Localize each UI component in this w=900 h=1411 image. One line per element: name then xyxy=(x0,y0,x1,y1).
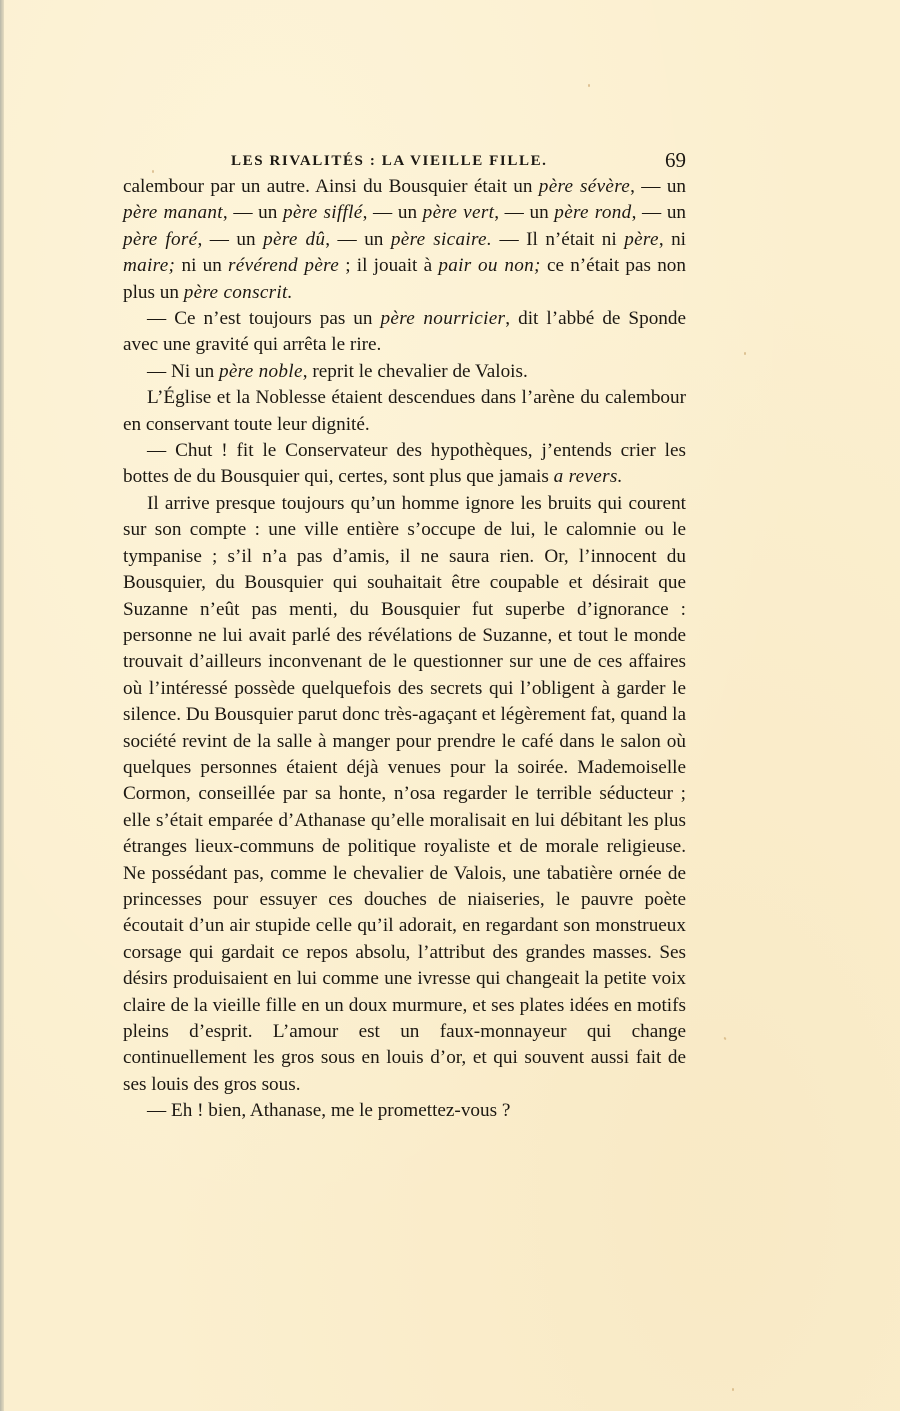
text-run: — Eh ! bien, Athanase, me le promettez-vous ? xyxy=(147,1100,511,1122)
paragraph xyxy=(123,306,686,359)
text-run: — Il n’était ni xyxy=(491,228,625,250)
body-text xyxy=(123,174,686,1125)
italic-text: père noble xyxy=(218,360,303,382)
text-run: , — un xyxy=(222,202,283,224)
page-edge xyxy=(0,0,4,1411)
italic-text: père sicaire. xyxy=(390,228,492,250)
text-run: , — un xyxy=(325,228,391,250)
paper-speck xyxy=(744,352,746,355)
text-run: ; il jouait à xyxy=(339,255,439,277)
italic-text: père nourricier xyxy=(380,308,506,330)
italic-text: père manant xyxy=(123,202,223,224)
text-run: — Chut ! fit le Conservateur des hypothèques, j’entends crier les bottes de du Bousquier qui, certes, sont plus que jamais xyxy=(123,440,686,488)
text-run: , reprit le chevalier de Valois. xyxy=(302,360,528,382)
italic-text: père sévère xyxy=(538,176,631,197)
text-run: , ni xyxy=(658,228,687,250)
text-run: — Ce n’est toujours pas un xyxy=(147,308,381,330)
running-title: LES RIVALITÉS : LA VIEILLE FILLE. xyxy=(231,153,548,169)
paragraph xyxy=(123,1098,686,1124)
text-run: calembour par un autre. Ainsi du Bousquier était un xyxy=(123,176,539,197)
italic-text: père xyxy=(624,228,659,250)
text-run: L’Église et la Noblesse étaient descendues dans l’arène du calembour en conservant toute leur dignité. xyxy=(123,387,686,435)
italic-text: pair ou non; xyxy=(438,255,541,277)
italic-text: a revers. xyxy=(553,466,623,488)
italic-text: maire; xyxy=(123,255,176,277)
text-run: ni un xyxy=(175,255,229,277)
text-run: , — un xyxy=(197,228,264,250)
text-run: , dit l’abbé de Sponde avec une gravité qui arrêta le rire. xyxy=(123,308,686,356)
italic-text: père sifflé xyxy=(282,202,363,224)
paragraph xyxy=(123,491,686,1098)
page-number: 69 xyxy=(665,148,686,172)
paper-speck xyxy=(588,84,590,87)
italic-text: père dû xyxy=(263,228,326,250)
paper-speck xyxy=(723,1037,726,1041)
paragraph xyxy=(123,385,686,438)
text-run: , — un xyxy=(362,202,423,224)
text-run: , — un xyxy=(630,176,687,197)
text-run: ce n’était pas non plus un xyxy=(123,255,686,303)
text-run: — Ni un xyxy=(147,360,219,382)
running-head xyxy=(123,150,686,176)
paper-speck xyxy=(732,1388,734,1391)
paragraph xyxy=(123,174,686,306)
italic-text: père conscrit. xyxy=(183,281,293,303)
text-run: , — un xyxy=(631,202,687,224)
paragraph xyxy=(123,359,686,385)
text-run: Il arrive presque toujours qu’un homme ignore les bruits qui courent sur son compte : une ville entière s’occupe de lui, le calomnie ou le tympanise ; s’il n’a pas d’amis, il ne saura rien. Or, l’innocent du Bousquier, du Bousquier qui souhaitait être coupable et désirait que Suzanne n’eût pas menti, du Bousquier fut superbe d’ignorance : personne ne lui avait parlé des révélations de Suzanne, et tout le monde trouvait d’ailleurs inconvenant de le questionner sur une de ces affaires où l’intéressé possède quelquefois des secrets qui l’obligent à garder le silence. Du Bousquier parut donc très-agaçant et légèrement fat, quand la société revint de la salle à manger pour prendre le café dans le salon où quelques personnes étaient déjà venues pour la soirée. Mademoiselle Cormon, conseillée par sa honte, n’osa regarder le terrible séducteur ; elle s’était emparée d’Athanase qu’elle moralisait en lui débitant les plus étranges lieux-communs de politique royaliste et de morale religieuse. Ne possédant pas, comme le chevalier de Valois, une tabatière ornée de princesses pour essuyer ces douches de niaiseries, le pauvre poète écoutait d’un air stupide celle qu’il adorait, en regardant son monstrueux corsage qui gardait ce repos absolu, l’attribut des grandes masses. Ses désirs produisaient en lui comme une ivresse qui changeait la petite voix claire de la vieille fille en un doux murmure, et ses plates idées en motifs pleins d’esprit. L’amour est un faux-monnayeur qui change continuellement les gros sous en louis d’or, et qui souvent aussi fait de ses louis des gros sous. xyxy=(123,492,686,1095)
italic-text: père vert xyxy=(422,202,495,224)
paragraph xyxy=(123,438,686,491)
italic-text: père rond xyxy=(554,202,632,224)
text-run: , — un xyxy=(494,202,555,224)
italic-text: père foré xyxy=(123,228,198,250)
italic-text: révérend père xyxy=(228,255,340,277)
